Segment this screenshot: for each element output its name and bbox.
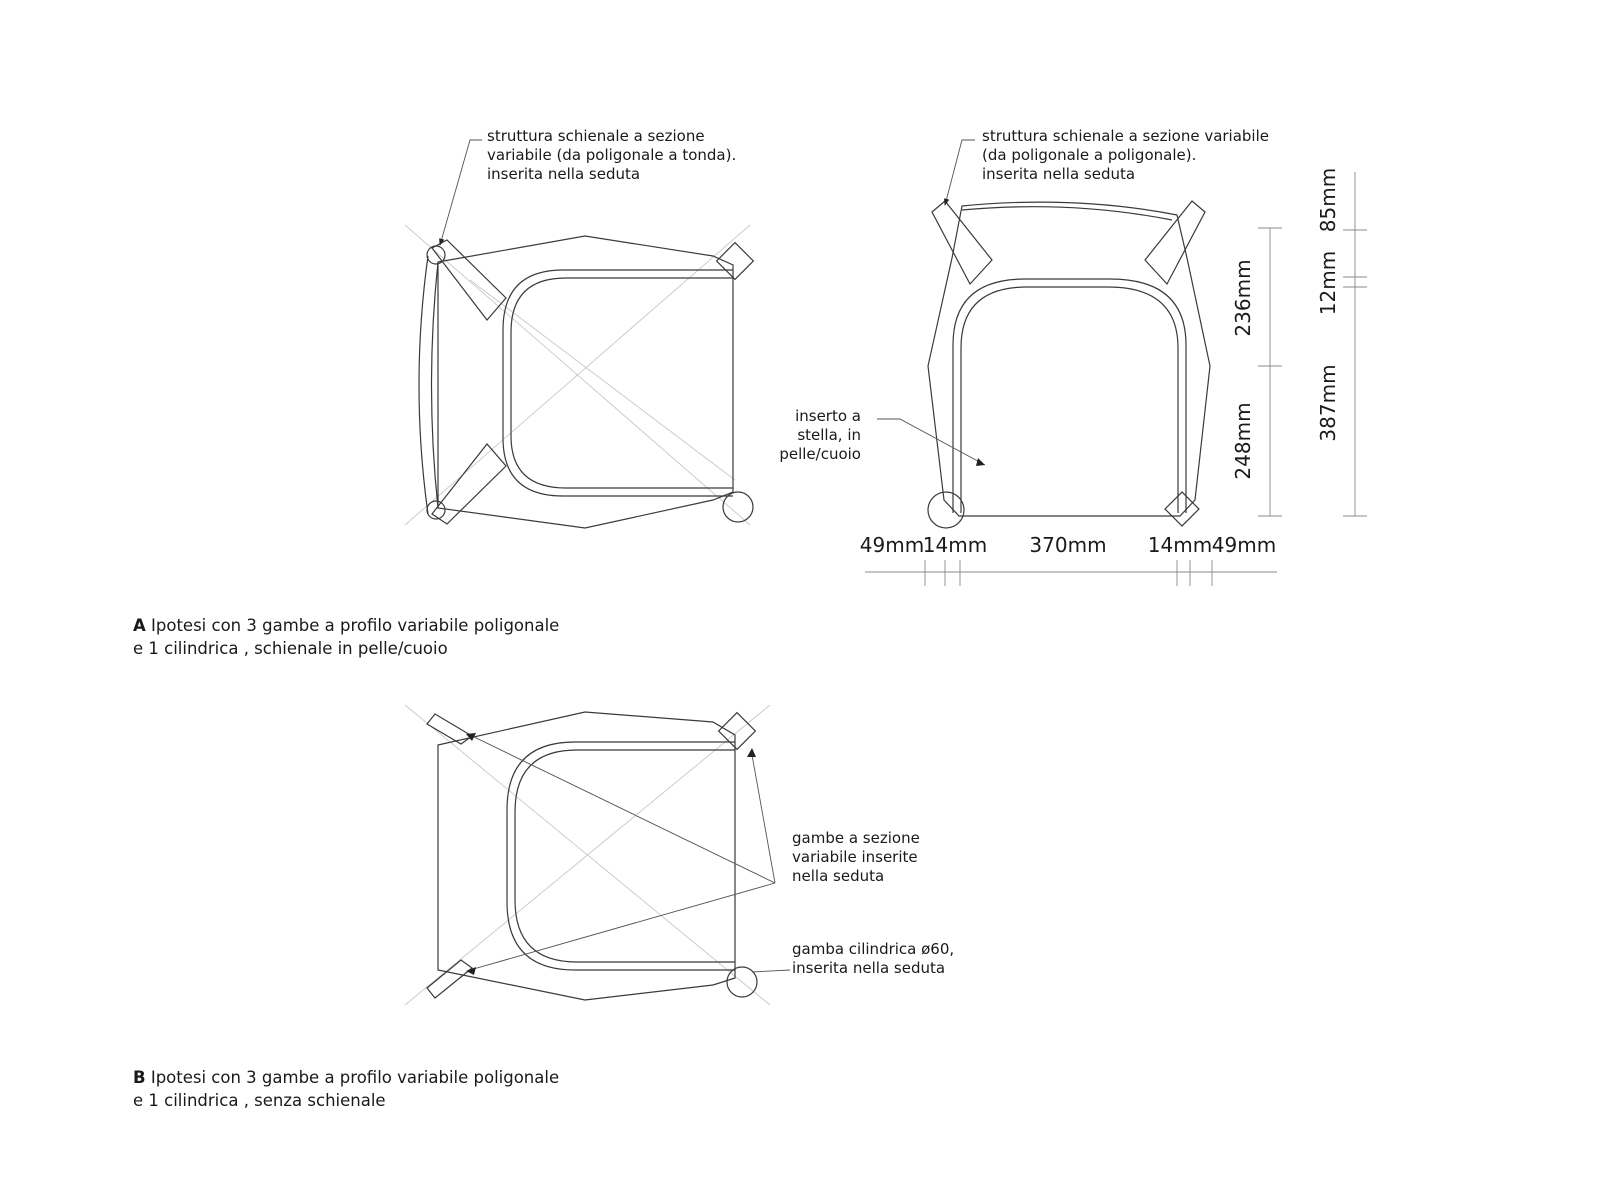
note-insert-line1: inserto a: [795, 407, 861, 425]
caption-a-letter: A: [133, 616, 146, 635]
dim-v-outer-3: 387mm: [1316, 364, 1340, 442]
chair-a-left: [405, 140, 753, 528]
caption-a-line2: e 1 cilindrica , schienale in pelle/cuoio: [133, 639, 448, 658]
note-legs-line1: gambe a sezione: [792, 829, 920, 847]
dim-v-inner-1: 236mm: [1231, 259, 1255, 337]
note-insert-line2: stella, in: [797, 426, 861, 444]
note-legs-line3: nella seduta: [792, 867, 885, 885]
dimension-horizontal: [860, 533, 1277, 586]
note-cylindrical-leg: [792, 940, 954, 977]
note-backrest-right: [982, 127, 1269, 183]
dim-h-3: 370mm: [1029, 533, 1107, 557]
dim-v-outer-2: 12mm: [1316, 250, 1340, 316]
note-backrest-right-line2: (da poligonale a poligonale).: [982, 146, 1197, 164]
caption-b-line1: Ipotesi con 3 gambe a profilo variabile poligonale: [150, 1068, 560, 1087]
note-insert-line3: pelle/cuoio: [779, 445, 861, 463]
note-insert: [779, 407, 861, 463]
chair-a-right: [877, 140, 1210, 528]
note-legs: [792, 829, 920, 885]
caption-a: [133, 614, 559, 660]
dim-h-5: 49mm: [1211, 533, 1277, 557]
caption-a-line1: Ipotesi con 3 gambe a profilo variabile poligonale: [151, 616, 560, 635]
dim-h-2: 14mm: [922, 533, 988, 557]
note-cyl-line1: gamba cilindrica ø60,: [792, 940, 955, 958]
chair-b: [405, 705, 790, 1005]
caption-b: [133, 1066, 559, 1112]
note-backrest-left-line2: variabile (da poligonale a tonda).: [487, 146, 737, 164]
note-backrest-left: [487, 127, 736, 183]
dimension-vertical-inner: [1231, 228, 1282, 516]
dimension-vertical-outer: [1316, 168, 1367, 516]
note-legs-line2: variabile inserite: [792, 848, 918, 866]
caption-b-line2: e 1 cilindrica , senza schienale: [133, 1091, 386, 1110]
note-cyl-line2: inserita nella seduta: [792, 959, 946, 977]
dim-v-outer-1: 85mm: [1316, 167, 1340, 233]
note-backrest-left-line3: inserita nella seduta: [487, 165, 641, 183]
note-backrest-right-line3: inserita nella seduta: [982, 165, 1136, 183]
dim-h-1: 49mm: [859, 533, 925, 557]
note-backrest-left-line1: struttura schienale a sezione: [487, 127, 705, 145]
dim-v-inner-2: 248mm: [1231, 402, 1255, 480]
dim-h-4: 14mm: [1147, 533, 1213, 557]
note-backrest-right-line1: struttura schienale a sezione variabile: [982, 127, 1269, 145]
caption-b-letter: B: [133, 1068, 146, 1087]
